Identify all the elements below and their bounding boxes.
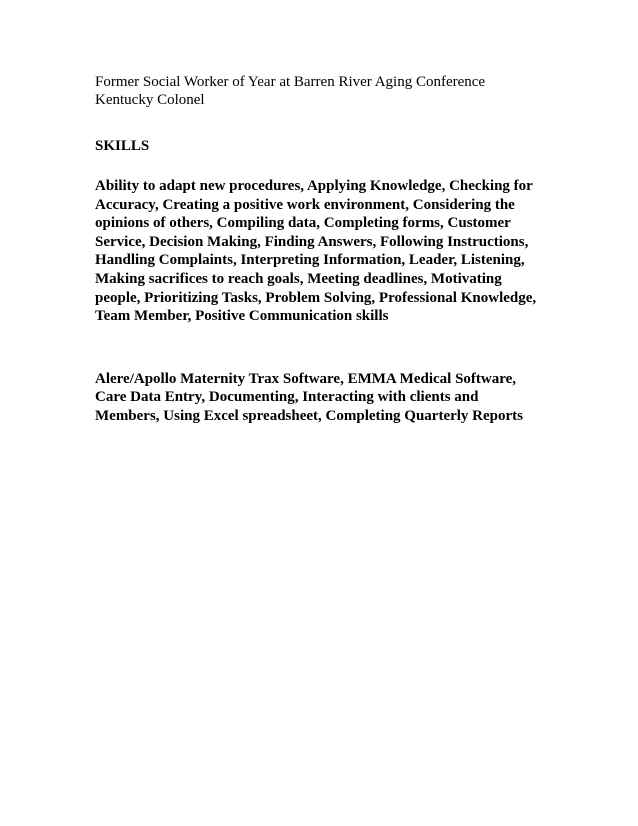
honors-section (95, 73, 545, 109)
honor-social-worker: Former Social Worker of Year at Barren River Aging Conference (95, 74, 486, 90)
skills-heading: SKILLS (95, 138, 150, 154)
software-skills-paragraph: Alere/Apollo Maternity Trax Software, EMMA Medical Software, Care Data Entry, Documenting, Interacting with clients and Members, Using Excel spreadsheet, Completing Quarterly Reports (95, 370, 523, 424)
skills-paragraph: Ability to adapt new procedures, Applying Knowledge, Checking for Accuracy, Creating a positive work environment, Considering the opinions of others, Compiling data, Completing forms, Customer Service, Decision Making, Finding Answers, Following Instructions, Handling Complaints, Interpreting Information, Leader, Listening, Making sacrifices to reach goals, Meeting deadlines, Motivating people, Prioritizing Tasks, Problem Solving, Professional Knowledge, Team Member, Positive Communication skills (95, 178, 537, 325)
honor-kentucky-colonel: Kentucky Colonel (95, 92, 205, 108)
page-content (95, 73, 545, 426)
